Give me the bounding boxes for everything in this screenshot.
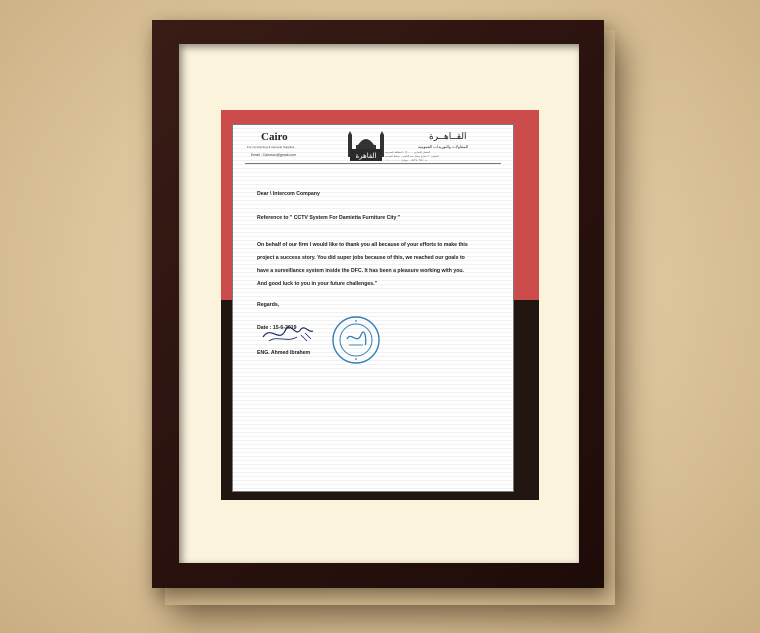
company-name-ar: القــاهــرة — [429, 131, 467, 141]
company-name-en: Cairo — [261, 131, 288, 143]
handwritten-signature — [261, 321, 317, 347]
company-email: Email : Cairosco@gmail.com — [251, 153, 296, 157]
company-logo-icon — [346, 131, 386, 163]
letter-date: Date : 15-6-2019 — [257, 325, 297, 331]
company-subtitle-en: For Contracting & General Supplies — [247, 145, 295, 149]
salutation: Dear \ Intercom Company — [257, 191, 320, 197]
reference-line: Reference to " CCTV System For Damietta Furniture City " — [257, 215, 401, 221]
body-line: And good luck to you in your future challenges." — [257, 281, 378, 287]
company-stamp-icon — [331, 315, 381, 365]
body-line: On behalf of our firm I would like to thank you all because of your efforts to make this — [257, 242, 468, 248]
body-line: have a surveillance system inside the DFC. It has been a pleasure working with you. — [257, 268, 464, 274]
company-subtitle-ar: للمقاولات والتوريدات العمومية — [418, 144, 468, 149]
signatory-name: ENG. Ahmed Ibrahem — [257, 350, 311, 356]
letter-paper — [232, 124, 514, 492]
company-info-ar-3: ت : ٠٥٧٢٤٠٣٧٥ - موبايل : ٠١٠٠٠٠٠٠٠٠ — [385, 159, 428, 162]
body-line: project a success story. You did super jobs because of this, we reached our goals to — [257, 255, 465, 261]
logo-text: القاهرة — [355, 152, 377, 160]
company-info-ar-2: العنوان : ٦ شارع جمال عبد الناصر - دمياط الجديدة — [385, 155, 439, 158]
letterhead-divider — [245, 163, 501, 164]
closing: Regards, — [257, 302, 280, 308]
company-info-ar-1: السجل التجاري : ٢٧٠٠٠ - البطاقة الضريبية — [385, 151, 431, 154]
